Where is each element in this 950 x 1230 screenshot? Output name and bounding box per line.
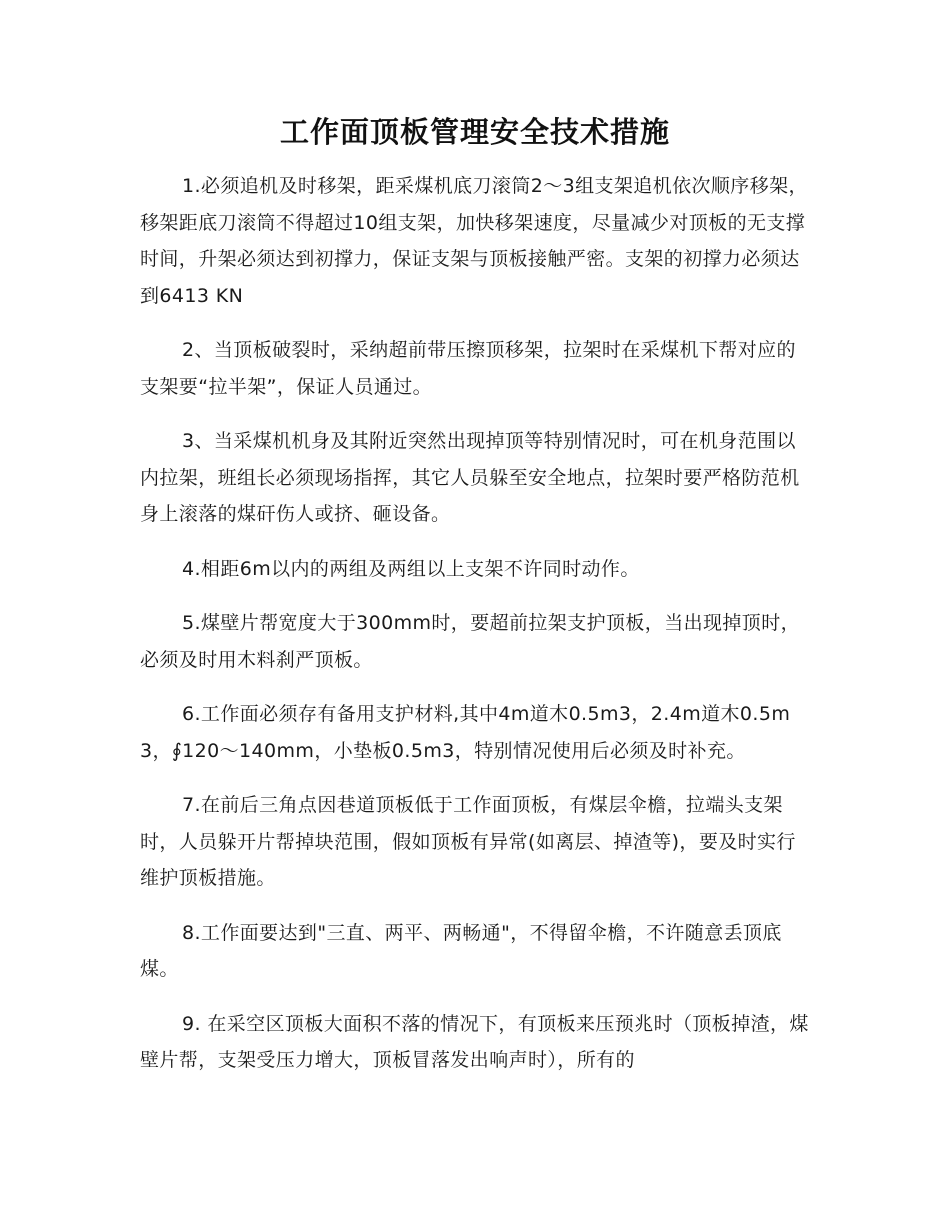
document-title: 工作面顶板管理安全技术措施 [279, 115, 670, 149]
paragraph-6: 6.工作面必须存有备用支护材料,其中4m道木0.5m3，2.4m道木0.5m3，∮120～140mm，小垫板0.5m3，特别情况使用后必须及时补充。 [140, 703, 791, 762]
paragraph-3: 3、当采煤机机身及其附近突然出现掉顶等特别情况时，可在机身范围以内拉架，班组长必须现场指挥，其它人员躲至安全地点，拉架时要严格防范机身上滚落的煤矸伤人或挤、砸设备。 [140, 430, 800, 525]
paragraph-4: 4.相距6m以内的两组及两组以上支架不许同时动作。 [182, 557, 640, 580]
paragraph-8: 8.工作面要达到"三直、两平、两畅通"，不得留伞檐，不许随意丢顶底煤。 [140, 921, 782, 980]
document-body [140, 168, 812, 1097]
paragraph-5: 5.煤壁片帮宽度大于300mm时，要超前拉架支护顶板，当出现掉顶时， 必须及时用木料刹严顶板。 [140, 612, 801, 671]
paragraph-9: 9. 在采空区顶板大面积不落的情况下，有顶板来压预兆时（顶板掉渣，煤壁片帮，支架受压力增大，顶板冒落发出响声时），所有的 [140, 1012, 809, 1071]
paragraph-7: 7.在前后三角点因巷道顶板低于工作面顶板，有煤层伞檐，拉端头支架时，人员躲开片帮掉块范围，假如顶板有异常(如离层、掉渣等)，要及时实行维护顶板措施。 [140, 794, 796, 889]
paragraph-1: 1.必须追机及时移架，距采煤机底刀滚筒2～3组支架追机依次顺序移架，移架距底刀滚筒不得超过10组支架，加快移架速度，尽量减少对顶板的无支撑时间，升架必须达到初撑力，保证支架与顶板接触严密。支架的初撑力必须达到6413 KN [140, 175, 808, 307]
paragraph-2: 2、当顶板破裂时，采纳超前带压擦顶移架，拉架时在采煤机下帮对应的支架要“拉半架”，保证人员通过。 [140, 339, 796, 398]
